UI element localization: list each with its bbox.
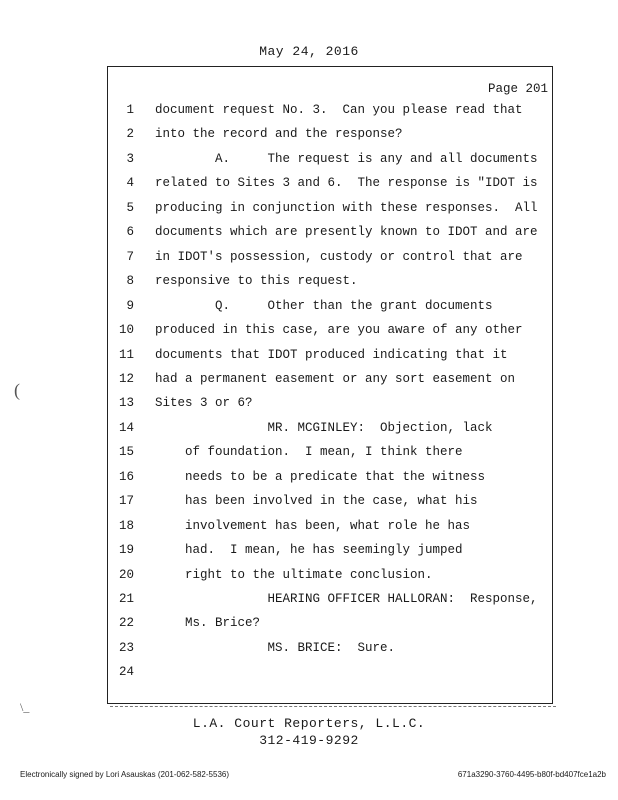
line-text: documents that IDOT produced indicating that it [155, 347, 508, 362]
line-text: in IDOT's possession, custody or control that are [155, 249, 523, 264]
line-number: 19 [118, 543, 134, 558]
line-number: 20 [118, 567, 134, 582]
line-number: 17 [118, 494, 134, 509]
line-number: 12 [118, 371, 134, 386]
line-text: related to Sites 3 and 6. The response is "IDOT is [155, 176, 538, 191]
page-frame-shadow [110, 703, 556, 707]
transcript-line [0, 592, 618, 612]
court-reporter-phone: 312-419-9292 [259, 733, 359, 748]
line-number: 3 [126, 151, 134, 166]
line-text: produced in this case, are you aware of any other [155, 323, 523, 338]
transcript-line [0, 225, 618, 245]
transcript-line [0, 250, 618, 270]
line-text: producing in conjunction with these responses. All [155, 200, 538, 215]
line-number: 14 [118, 420, 134, 435]
transcript-line [0, 299, 618, 319]
line-number: 10 [118, 323, 134, 338]
line-text: A. The request is any and all documents [155, 151, 538, 166]
transcript-line [0, 348, 618, 368]
transcript-line [0, 127, 618, 147]
transcript-line [0, 201, 618, 221]
line-text: document request No. 3. Can you please read that [155, 103, 523, 117]
line-text: right to the ultimate conclusion. [155, 567, 433, 582]
transcript-line [0, 372, 618, 392]
line-text: MS. BRICE: Sure. [155, 640, 396, 655]
transcript-line [0, 323, 618, 343]
line-number: 5 [126, 200, 134, 215]
transcript-line [0, 543, 618, 563]
transcript-line [0, 176, 618, 196]
line-number: 8 [126, 274, 134, 289]
line-text: had. I mean, he has seemingly jumped [155, 543, 463, 558]
line-text: responsive to this request. [155, 274, 358, 289]
line-text: documents which are presently known to IDOT and are [155, 225, 538, 240]
line-number: 4 [126, 176, 134, 191]
line-text: of foundation. I mean, I think there [155, 445, 463, 460]
transcript-line [0, 641, 618, 661]
line-text: HEARING OFFICER HALLORAN: Response, [155, 592, 538, 606]
transcript-line [0, 396, 618, 416]
document-hash: 671a3290-3760-4495-b80f-bd407fce1a2b [457, 770, 606, 779]
line-text: had a permanent easement or any sort easement on [155, 371, 516, 386]
page-number: Page 201 [487, 82, 548, 96]
line-number: 24 [118, 665, 134, 680]
line-text: has been involved in the case, what his [155, 494, 478, 509]
transcript-line [0, 616, 618, 636]
line-number: 2 [126, 127, 134, 142]
electronic-signature: Electronically signed by Lori Asauskas (201-062-582-5536) [20, 770, 230, 779]
line-number: 1 [126, 103, 134, 117]
line-number: 23 [118, 640, 134, 655]
line-number: 13 [118, 396, 134, 411]
transcript-line [0, 274, 618, 294]
line-number: 15 [118, 445, 134, 460]
line-number: 9 [126, 298, 134, 313]
transcript-line [0, 445, 618, 465]
line-number: 18 [118, 518, 134, 533]
line-number: 22 [118, 616, 134, 631]
line-number: 11 [118, 347, 134, 362]
line-number: 21 [118, 592, 134, 606]
line-text: MR. MCGINLEY: Objection, lack [155, 420, 493, 435]
transcript-line [0, 568, 618, 588]
transcript-line [0, 421, 618, 441]
transcript-line [0, 103, 618, 123]
line-number: 16 [118, 469, 134, 484]
transcript-line [0, 494, 618, 514]
line-text: into the record and the response? [155, 127, 403, 142]
transcript-line [0, 470, 618, 490]
transcript-line [0, 152, 618, 172]
line-text: Ms. Brice? [155, 616, 261, 631]
transcript-line [0, 519, 618, 539]
court-reporter-name: L.A. Court Reporters, L.L.C. [192, 716, 426, 731]
line-text: Sites 3 or 6? [155, 396, 253, 411]
line-number: 7 [126, 249, 134, 264]
transcript-date: May 24, 2016 [259, 44, 359, 59]
margin-corner-mark: \_ [20, 700, 30, 714]
line-text: needs to be a predicate that the witness [155, 469, 486, 484]
line-text: Q. Other than the grant documents [155, 298, 493, 313]
line-number: 6 [126, 225, 134, 240]
transcript-line [0, 665, 618, 685]
margin-bracket-mark: ( [14, 380, 20, 400]
line-text: involvement has been, what role he has [155, 518, 471, 533]
